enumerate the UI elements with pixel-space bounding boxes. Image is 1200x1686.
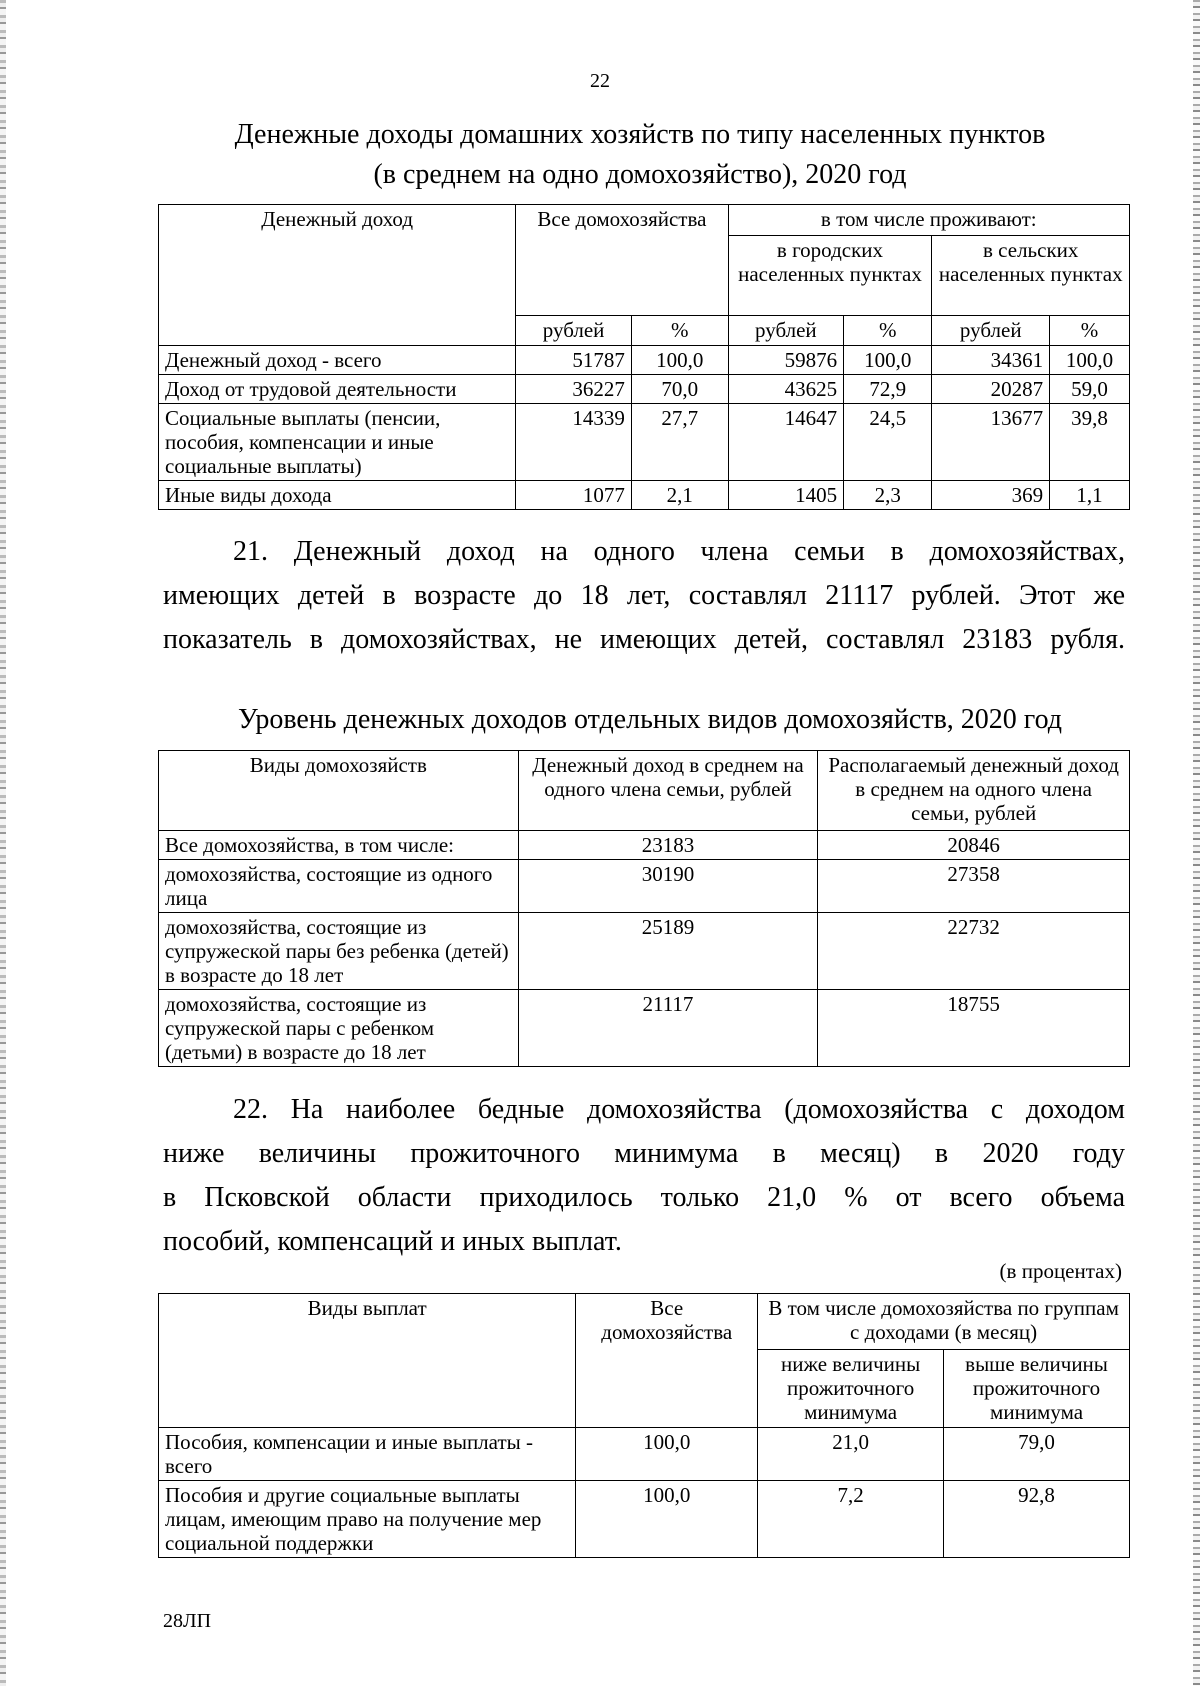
cell-all-rub: 14339 (516, 404, 632, 481)
table-row (159, 346, 1130, 375)
header-rural-pct: % (1050, 316, 1130, 346)
header-income-per-member: Денежный доход в среднем на одного члена семьи, рублей (518, 751, 818, 831)
cell-below: 7,2 (758, 1481, 944, 1558)
paragraph-22 (163, 1088, 1125, 1264)
table2-title: Уровень денежных доходов отдельных видов домохозяйств, 2020 год (237, 704, 1063, 735)
cell-disposable: 20846 (818, 831, 1130, 860)
cell-urban-rub: 43625 (728, 375, 844, 404)
header-disposable-income: Располагаемый денежный доход в среднем на одного члена семьи, рублей (818, 751, 1130, 831)
cell-rural-rub: 34361 (932, 346, 1050, 375)
cell-rural-pct: 39,8 (1050, 404, 1130, 481)
paragraph-21-line2: имеющих детей в возрасте до 18 лет, составлял 21117 рублей. Этот же (163, 580, 1125, 611)
table-row (159, 481, 1130, 510)
cell-disposable: 27358 (818, 860, 1130, 913)
cell-rural-pct: 100,0 (1050, 346, 1130, 375)
row-label: Социальные выплаты (пенсии, пособия, компенсации и иные социальные выплаты) (159, 404, 516, 481)
cell-all: 100,0 (576, 1428, 758, 1481)
cell-rural-rub: 13677 (932, 404, 1050, 481)
page-number: 22 (590, 70, 610, 92)
cell-urban-pct: 100,0 (844, 346, 932, 375)
row-label: Доход от трудовой деятельности (159, 375, 516, 404)
paragraph-21-line1: 21. Денежный доход на одного члена семьи в домохозяйствах, (233, 536, 1125, 567)
cell-income: 23183 (518, 831, 818, 860)
cell-below: 21,0 (758, 1428, 944, 1481)
header-below-subsistence: ниже величины прожиточного минимума (758, 1350, 944, 1428)
header-income-groups: В том числе домохозяйства по группам с доходами (в месяц) (758, 1294, 1130, 1350)
cell-urban-rub: 1405 (728, 481, 844, 510)
cell-all-rub: 51787 (516, 346, 632, 375)
table1-title-line1: Денежные доходы домашних хозяйств по типу населенных пунктов (234, 119, 1046, 150)
paragraph-21-line3: показатель в домохозяйствах, не имеющих детей, составлял 23183 рубля. (163, 624, 1125, 655)
cell-income: 21117 (518, 990, 818, 1067)
header-all-pct: % (631, 316, 728, 346)
row-label: Пособия и другие социальные выплаты лицам, имеющим право на получение мер социальной поддержки (159, 1481, 576, 1558)
table1-title (140, 115, 1140, 195)
cell-urban-pct: 24,5 (844, 404, 932, 481)
table-row (159, 1481, 1130, 1558)
row-label: домохозяйства, состоящие из супружеской пары с ребенком (детьми) в возрасте до 18 лет (159, 990, 519, 1067)
cell-urban-rub: 14647 (728, 404, 844, 481)
table1-title-line2: (в среднем на одно домохозяйство), 2020 год (373, 159, 907, 190)
row-label: Денежный доход - всего (159, 346, 516, 375)
scan-edge-right (1193, 0, 1200, 1686)
table-row (159, 831, 1130, 860)
row-label: домохозяйства, состоящие из одного лица (159, 860, 519, 913)
cell-urban-rub: 59876 (728, 346, 844, 375)
header-urban: в городских населенных пунктах (728, 236, 932, 316)
row-label: домохозяйства, состоящие из супружеской пары без ребенка (детей) в возрасте до 18 лет (159, 913, 519, 990)
header-rural-rub: рублей (932, 316, 1050, 346)
header-household-type: Виды домохозяйств (159, 751, 519, 831)
table-row (159, 860, 1130, 913)
header-all-households: Все домохозяйства (516, 205, 728, 316)
row-label: Пособия, компенсации и иные выплаты - всего (159, 1428, 576, 1481)
table-row (159, 913, 1130, 990)
cell-rural-pct: 59,0 (1050, 375, 1130, 404)
cell-all-pct: 100,0 (631, 346, 728, 375)
cell-urban-pct: 2,3 (844, 481, 932, 510)
cell-all-pct: 27,7 (631, 404, 728, 481)
row-label: Все домохозяйства, в том числе: (159, 831, 519, 860)
paragraph-21 (163, 530, 1125, 662)
cell-all-rub: 36227 (516, 375, 632, 404)
cell-all-pct: 70,0 (631, 375, 728, 404)
header-rural: в сельских населенных пунктах (932, 236, 1130, 316)
cell-all-rub: 1077 (516, 481, 632, 510)
cell-income: 30190 (518, 860, 818, 913)
header-urban-pct: % (844, 316, 932, 346)
cell-rural-pct: 1,1 (1050, 481, 1130, 510)
cell-urban-pct: 72,9 (844, 375, 932, 404)
cell-all-pct: 2,1 (631, 481, 728, 510)
cell-all: 100,0 (576, 1481, 758, 1558)
cell-disposable: 18755 (818, 990, 1130, 1067)
cell-income: 25189 (518, 913, 818, 990)
payments-distribution-table (158, 1293, 1130, 1558)
table-row (159, 404, 1130, 481)
paragraph-22-line2: ниже величины прожиточного минимума в месяц) в 2020 году (163, 1138, 1125, 1169)
cell-disposable: 22732 (818, 913, 1130, 990)
header-all-rub: рублей (516, 316, 632, 346)
paragraph-22-line3: в Псковской области приходилось только 21,0 % от всего объема (163, 1182, 1125, 1213)
income-by-settlement-table (158, 204, 1130, 510)
paragraph-22-line4: пособий, компенсаций и иных выплат. (163, 1226, 622, 1257)
table-row (159, 990, 1130, 1067)
header-all-households: Все домохозяйства (576, 1294, 758, 1428)
cell-rural-rub: 369 (932, 481, 1050, 510)
table-row (159, 1428, 1130, 1481)
paragraph-22-line1: 22. На наиболее бедные домохозяйства (домохозяйства с доходом (233, 1094, 1125, 1125)
table-row (159, 375, 1130, 404)
income-by-household-type-table (158, 750, 1130, 1067)
cell-above: 79,0 (944, 1428, 1130, 1481)
header-above-subsistence: выше величины прожиточного минимума (944, 1350, 1130, 1428)
scan-edge-left (0, 0, 6, 1686)
unit-note: (в процентах) (999, 1259, 1122, 1283)
header-income: Денежный доход (159, 205, 516, 346)
header-including-live: в том числе проживают: (728, 205, 1129, 236)
row-label: Иные виды дохода (159, 481, 516, 510)
header-payment-type: Виды выплат (159, 1294, 576, 1428)
cell-above: 92,8 (944, 1481, 1130, 1558)
header-urban-rub: рублей (728, 316, 844, 346)
footer-code: 28ЛП (163, 1610, 212, 1632)
cell-rural-rub: 20287 (932, 375, 1050, 404)
